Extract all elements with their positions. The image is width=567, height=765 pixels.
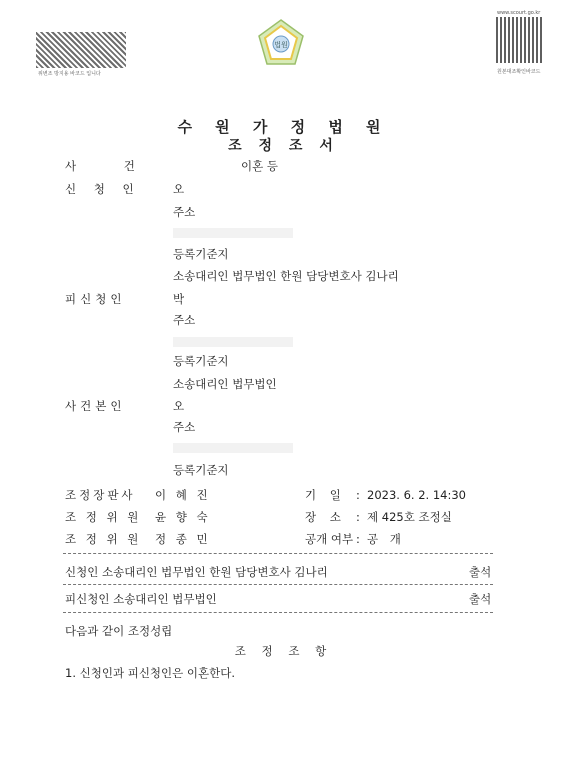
attendance-status: 출석 [469,592,492,606]
official-role: 조 정 위 원 [65,510,142,524]
court-seal-icon [256,18,306,70]
attendance-party: 신청인 소송대리인 법무법인 한원 담당변호사 김나리 [65,565,328,579]
official-name: 이 혜 진 [155,488,211,502]
terms-heading: 조 정 조 항 [234,644,333,658]
session-colon: : [356,510,360,524]
verification-qr-code [496,17,542,63]
anti-forgery-barcode [36,32,126,68]
principal-address-label: 주소 [173,420,196,434]
applicant-agent: 소송대리인 법무법인 한원 담당변호사 김나리 [173,269,399,283]
case-value: 이혼 등 [241,159,278,173]
case-label: 사 건 [65,159,157,173]
respondent-agent: 소송대리인 법무법인 [173,377,277,391]
applicant-name: 오 [173,182,185,196]
official-role: 조정장판사 [65,488,136,502]
court-name: 수 원 가 정 법 원 [177,118,390,136]
principal-label: 사건본인 [65,399,126,413]
mediation-result: 다음과 같이 조정성립 [65,624,173,638]
seal-text: 법원 [274,41,288,49]
respondent-label: 피신청인 [65,292,126,306]
session-colon: : [356,532,360,546]
document-title: 조 정 조 서 [228,138,339,154]
divider [63,584,493,585]
applicant-address-label: 주소 [173,205,196,219]
court-url: www.scourt.go.kr [497,10,541,16]
respondent-name: 박 [173,292,185,306]
term-item: 1. 신청인과 피신청인은 이혼한다. [65,666,236,680]
session-key-date: 기 일 [305,488,346,502]
redacted-address [173,337,293,347]
session-place: 제 425호 조정실 [367,510,452,524]
right-barcode-caption: 원본대조확인바코드 [497,69,541,75]
official-name: 정 종 민 [155,532,211,546]
divider [63,612,493,613]
left-barcode-caption: 위변조 방지용 바코드 입니다 [38,71,101,77]
respondent-registry-label: 등록기준지 [173,354,229,368]
divider [63,553,493,554]
attendance-status: 출석 [469,565,492,579]
applicant-registry-label: 등록기준지 [173,247,229,261]
session-colon: : [356,488,360,502]
applicant-label: 신 청 인 [65,182,141,196]
redacted-address [173,443,293,453]
attendance-party: 피신청인 소송대리인 법무법인 [65,592,217,606]
official-role: 조 정 위 원 [65,532,142,546]
session-public: 공 개 [367,532,405,546]
session-key-place: 장 소 [305,510,346,524]
principal-name: 오 [173,399,185,413]
respondent-address-label: 주소 [173,313,196,327]
session-key-public: 공개 여부 [305,532,354,546]
official-name: 윤 향 숙 [155,510,211,524]
redacted-address [173,228,293,238]
session-date: 2023. 6. 2. 14:30 [367,488,466,502]
principal-registry-label: 등록기준지 [173,463,229,477]
